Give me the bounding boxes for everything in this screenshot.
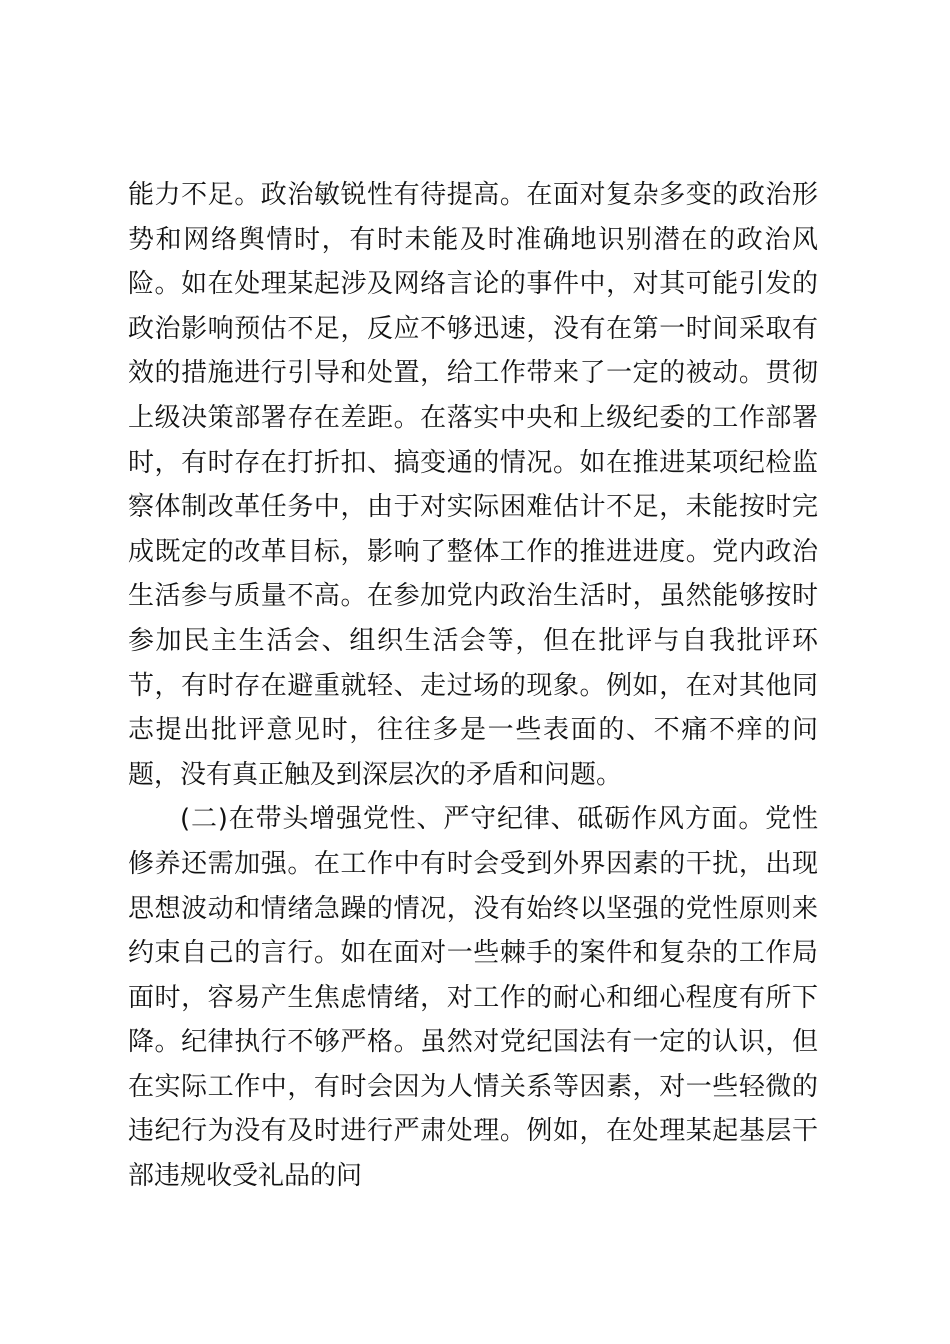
document-page bbox=[128, 173, 818, 1199]
paragraph-1: 能力不足。政治敏锐性有待提高。在面对复杂多变的政治形势和网络舆情时，有时未能及时准确地识别潜在的政治风险。如在处理某起涉及网络言论的事件中，对其可能引发的政治影响预估不足，反应不够迅速，没有在第一时间采取有效的措施进行引导和处置，给工作带来了一定的被动。贯彻上级决策部署存在差距。在落实中央和上级纪委的工作部署时，有时存在打折扣、搞变通的情况。如在推进某项纪检监察体制改革任务中，由于对实际困难估计不足，未能按时完成既定的改革目标，影响了整体工作的推进进度。党内政治生活参与质量不高。在参加党内政治生活时，虽然能够按时参加民主生活会、组织生活会等，但在批评与自我批评环节，有时存在避重就轻、走过场的现象。例如，在对其他同志提出批评意见时，往往多是一些表面的、不痛不痒的问题，没有真正触及到深层次的矛盾和问题。 bbox=[128, 180, 818, 790]
paragraph-2: (二)在带头增强党性、严守纪律、砥砺作风方面。党性修养还需加强。在工作中有时会受到外界因素的干扰，出现思想波动和情绪急躁的情况，没有始终以坚强的党性原则来约束自己的言行。如在面对一些棘手的案件和复杂的工作局面时，容易产生焦虑情绪，对工作的耐心和细心程度有所下降。纪律执行不够严格。虽然对党纪国法有一定的认识，但在实际工作中，有时会因为人情关系等因素，对一些轻微的违纪行为没有及时进行严肃处理。例如，在处理某起基层干部违规收受礼品的问 bbox=[128, 804, 818, 1192]
